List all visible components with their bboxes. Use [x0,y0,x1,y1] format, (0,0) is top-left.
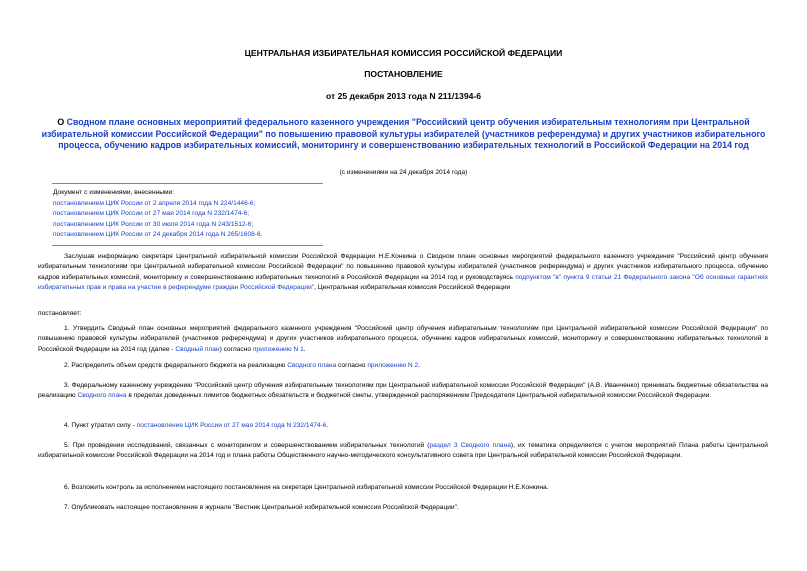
p2-text-end: . [418,362,421,369]
title-link[interactable]: Сводном плане основных мероприятий федерального казенного учреждения "Российский центр обучения избирательным технологиям при Центральной избирательной комиссии Российской Федерации" по повышению правовой культуры избирателей (участников референдума) и других участников избирательного процесса, обучению кадров избирательных комиссий, мониторингу и совершенствованию избирательных технологий в Российской Федерации на 2014 год [41,117,766,151]
p2-appendix-link[interactable]: приложению N 2 [367,362,419,369]
paragraph-5 [38,441,768,462]
intro-paragraph [38,252,768,294]
p5-text-end: ), их тематика определяется с учетом мероприятий Плана работы Центральной избирательной комиссии Российской Федерации на 2014 год и плана работы Общественного научно-методического консультативного совета при Центральной избирательной комиссии Российской Федерации. [38,442,768,460]
p3-text-end: в пределах доведенных лимитов бюджетных обязательств и бюджетной сметы, утвержденной распоряжением Председателя Центральной избирательной комиссии Российской Федерации. [126,392,712,400]
p3-text: 3. Федеральному казенному учреждению "Российский центр обучения избирательным технологиям при Центральной избирательной комиссии Российской Федерации" (А.В. Иванченко) принимать бюджетные обязательства на реализацию [38,382,768,400]
doc-type: ПОСТАНОВЛЕНИЕ [364,69,443,79]
intro-text: Заслушав информацию секретаря Центральной избирательной комиссии Российской Федерации Н.Е.Конкина о Сводном плане основных мероприятий федерального казенного учреждения "Российский центр обучения избирательным технологиям при Центральной избирательной комиссии Российской Федерации" по повышению правовой культуры избирателей (участников референдума) и других участников избирательного процесса, обучению кадров избирательных комиссий, мониторингу и совершенствованию избирательных технологий в Российской Федерации на 2014 год и руководствуясь [38,253,768,281]
p4-text-end: . [326,422,329,429]
paragraph-7: 7. Опубликовать настоящее постановление в журнале "Вестник Центральной избирательной комиссии Российской Федерации". [64,504,459,511]
paragraph-1 [38,324,768,355]
p2-text-mid: согласно [336,362,368,369]
p1-text: 1. Утвердить Сводный план основных мероприятий федерального казенного учреждения "Российский центр обучения избирательным технологиям при Центральной избирательной комиссии Российской Федерации" по повышению правовой культуры избирателей (участников референдума) и других участников избирательного процесса, обучению кадров избирательных комиссий, мониторингу и совершенствованию избирательных технологий в Российской Федерации на 2014 год (далее - [38,325,768,353]
p5-text: 5. При проведении исследований, связанных с мониторингом и совершенствованием избирательных технологий ( [64,442,430,449]
doc-date-number: от 25 декабря 2013 года N 211/1394-6 [325,91,482,101]
resolves-label: постановляет: [38,310,82,317]
p2-text: 2. Распределить объем средств федерального бюджета на реализацию [64,362,288,369]
doc-changes-box [52,183,323,246]
p2-plan-link[interactable]: Сводного плана [287,362,337,369]
change-link-4[interactable]: постановлением ЦИК России от 24 декабря 2014 года N 265/1608-6. [53,231,263,239]
intro-text-end: , Центральная избирательная комиссия Российской Федерации [314,284,511,292]
p4-resolution-link[interactable]: постановление ЦИК России от 27 мая 2014 года N 232/1474-6 [136,422,327,429]
change-link-2[interactable]: постановлением ЦИК России от 27 мая 2014 года N 232/1474-6; [53,210,250,218]
p4-text: 4. Пункт утратил силу - [64,422,137,429]
doc-changes-heading: Документ с изменениями, внесенными: [53,189,175,196]
changes-note: (с изменениями на 24 декабря 2014 года) [339,169,468,176]
p5-section-link[interactable]: раздел 3 Сводного плана [429,442,511,449]
paragraph-6: 6. Возложить контроль за исполнением настоящего постановления на секретаря Центральной избирательной комиссии Российской Федерации Н.Е.Конкина. [64,484,549,491]
p1-appendix-link[interactable]: приложению N 1 [252,345,304,353]
org-heading: ЦЕНТРАЛЬНАЯ ИЗБИРАТЕЛЬНАЯ КОМИССИЯ РОССИЙСКОЙ ФЕДЕРАЦИИ [244,48,563,58]
change-link-3[interactable]: постановлением ЦИК России от 30 июля 2014 года N 243/1512-6; [53,220,254,228]
p1-text-mid: ) согласно [219,345,253,353]
p3-plan-link[interactable]: Сводного плана [77,392,127,400]
paragraph-2 [38,361,768,371]
p1-text-end: . [303,345,306,353]
law-link[interactable]: подпунктом "в" пункта 9 статьи 21 Федерального закона "Об основных гарантиях избирательных прав и права на участие в референдуме граждан Российской Федерации" [38,273,768,292]
change-link-1[interactable]: постановлением ЦИК России от 2 апреля 2014 года N 224/1446-6; [53,199,256,207]
p1-plan-link[interactable]: Сводный план [175,345,220,353]
paragraph-4 [38,421,768,431]
doc-title [40,117,767,152]
paragraph-3 [38,381,768,402]
title-prefix: О [57,117,67,127]
